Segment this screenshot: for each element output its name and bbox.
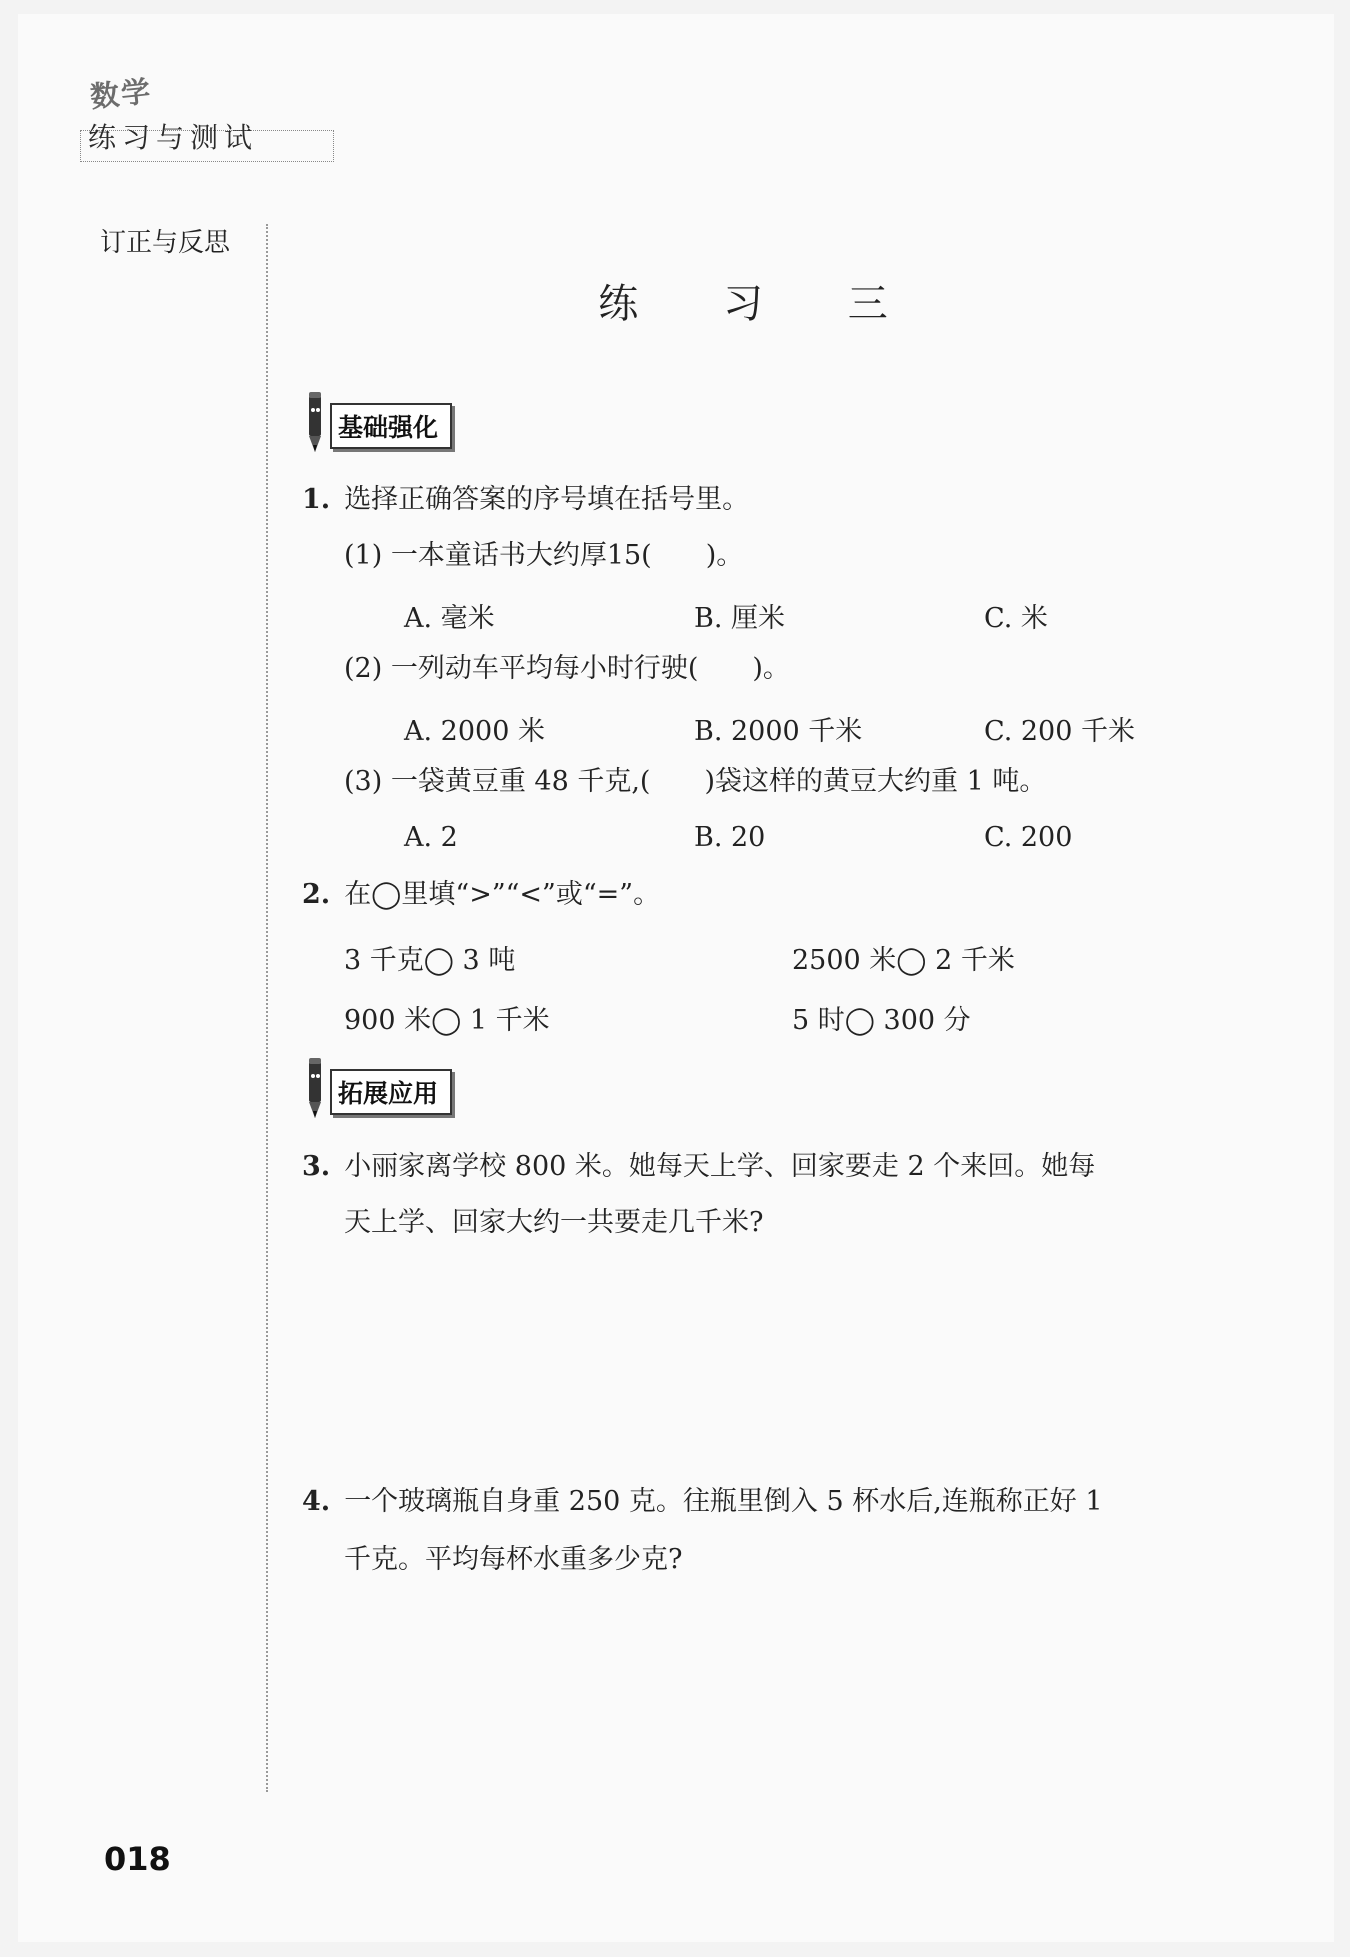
question-text-line-1: 小丽家离学校 800 米。她每天上学、回家要走 2 个来回。她每 xyxy=(344,1151,1096,1182)
question-2 xyxy=(302,878,660,912)
exercise-title: 练 习 三 xyxy=(598,281,924,327)
q1-part-1-option-a: A. 毫米 xyxy=(404,603,495,634)
question-text: 在◯里填“>”“<”或“=”。 xyxy=(344,879,661,910)
question-text-line-1: 一个玻璃瓶自身重 250 克。往瓶里倒入 5 杯水后,连瓶称正好 1 xyxy=(344,1486,1103,1517)
section-badge-basic xyxy=(302,390,452,456)
question-4-line-2: 千克。平均每杯水重多少克? xyxy=(344,1544,683,1575)
q1-part-2: (2) 一列动车平均每小时行驶( )。 xyxy=(344,653,790,684)
section-label-basic: 基础强化 xyxy=(330,403,452,449)
q1-part-1-option-b: B. 厘米 xyxy=(694,603,786,634)
question-number: 3. xyxy=(302,1151,331,1182)
q1-part-2-option-a: A. 2000 米 xyxy=(404,716,545,747)
q2-item-4: 5 时◯ 300 分 xyxy=(792,1005,971,1036)
header-subject: 数学 xyxy=(88,73,154,115)
q1-part-3-option-c: C. 200 xyxy=(984,822,1073,853)
q1-part-3-option-a: A. 2 xyxy=(404,822,458,853)
q2-item-3: 900 米◯ 1 千米 xyxy=(344,1005,550,1036)
sidebar-title: 订正与反思 xyxy=(100,228,231,258)
q1-part-1: (1) 一本童话书大约厚15( )。 xyxy=(344,540,744,571)
q2-item-2: 2500 米◯ 2 千米 xyxy=(792,945,1015,976)
question-3-line-2: 天上学、回家大约一共要走几千米? xyxy=(344,1207,764,1238)
q1-part-3-option-b: B. 20 xyxy=(694,822,766,853)
q1-part-3: (3) 一袋黄豆重 48 千克,( )袋这样的黄豆大约重 1 吨。 xyxy=(344,766,1047,797)
question-number: 1. xyxy=(302,484,331,515)
question-number: 2. xyxy=(302,879,331,910)
sidebar-divider xyxy=(266,224,268,1792)
q1-part-2-option-c: C. 200 千米 xyxy=(984,716,1135,747)
header-book-title: 练习与测试 xyxy=(88,121,259,154)
pencil-icon xyxy=(302,1056,328,1122)
question-3 xyxy=(302,1150,1095,1184)
question-text: 选择正确答案的序号填在括号里。 xyxy=(344,484,750,515)
question-number: 4. xyxy=(302,1486,331,1517)
section-badge-extended xyxy=(302,1056,452,1122)
section-label-extended: 拓展应用 xyxy=(330,1069,452,1115)
q1-part-1-option-c: C. 米 xyxy=(984,603,1048,634)
question-1 xyxy=(302,483,749,517)
question-4 xyxy=(302,1485,1103,1519)
pencil-icon xyxy=(302,390,328,456)
page-number: 018 xyxy=(104,1840,171,1878)
q2-item-1: 3 千克◯ 3 吨 xyxy=(344,945,516,976)
q1-part-2-option-b: B. 2000 千米 xyxy=(694,716,863,747)
